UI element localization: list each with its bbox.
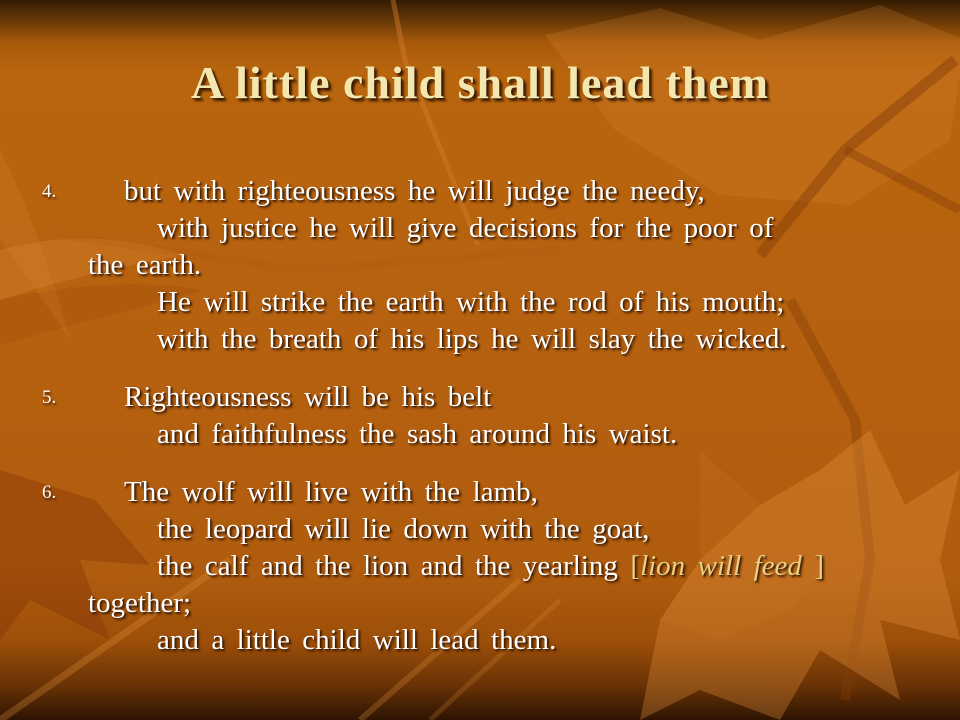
verse-list [0,173,940,680]
verse-text: but with righteousness he will judge the needy, [124,175,705,207]
verse-line [157,548,940,585]
verse-text: with the breath of his lips he will slay the wicked. [157,323,787,355]
verse-line [157,416,940,453]
verse-line [157,321,940,358]
inserted-text: lion will feed [640,550,815,582]
verse-text: and faithfulness the sash around his waist. [157,418,678,450]
inserted-text: [ [630,550,641,582]
verse-line [157,511,940,548]
verse-text: the leopard will lie down with the goat, [157,513,650,545]
verse-line [88,585,940,622]
verse-line [88,247,940,284]
verse-line [124,379,940,416]
item-number: 5. [42,387,57,408]
verse-line [157,284,940,321]
verse-item [0,474,940,659]
verse-item [0,173,940,358]
item-number: 6. [42,482,57,503]
verse-text: together; [88,587,192,619]
verse-text: He will strike the earth with the rod of his mouth; [157,286,785,318]
verse-line [157,210,940,247]
verse-line [157,622,940,659]
inserted-text: ] [814,550,825,582]
verse-text: The wolf will live with the lamb, [124,476,538,508]
verse-text: Righteousness will be his belt [124,381,492,413]
item-number: 4. [42,181,57,202]
slide-title: A little child shall lead them [190,57,770,108]
verse-text: the earth. [88,249,202,281]
verse-text: with justice he will give decisions for the poor of [157,212,774,244]
verse-text: the calf and the lion and the yearling [157,550,631,582]
verse-line [124,173,940,210]
verse-line [124,474,940,511]
verse-item [0,379,940,453]
verse-text: and a little child will lead them. [157,624,557,656]
